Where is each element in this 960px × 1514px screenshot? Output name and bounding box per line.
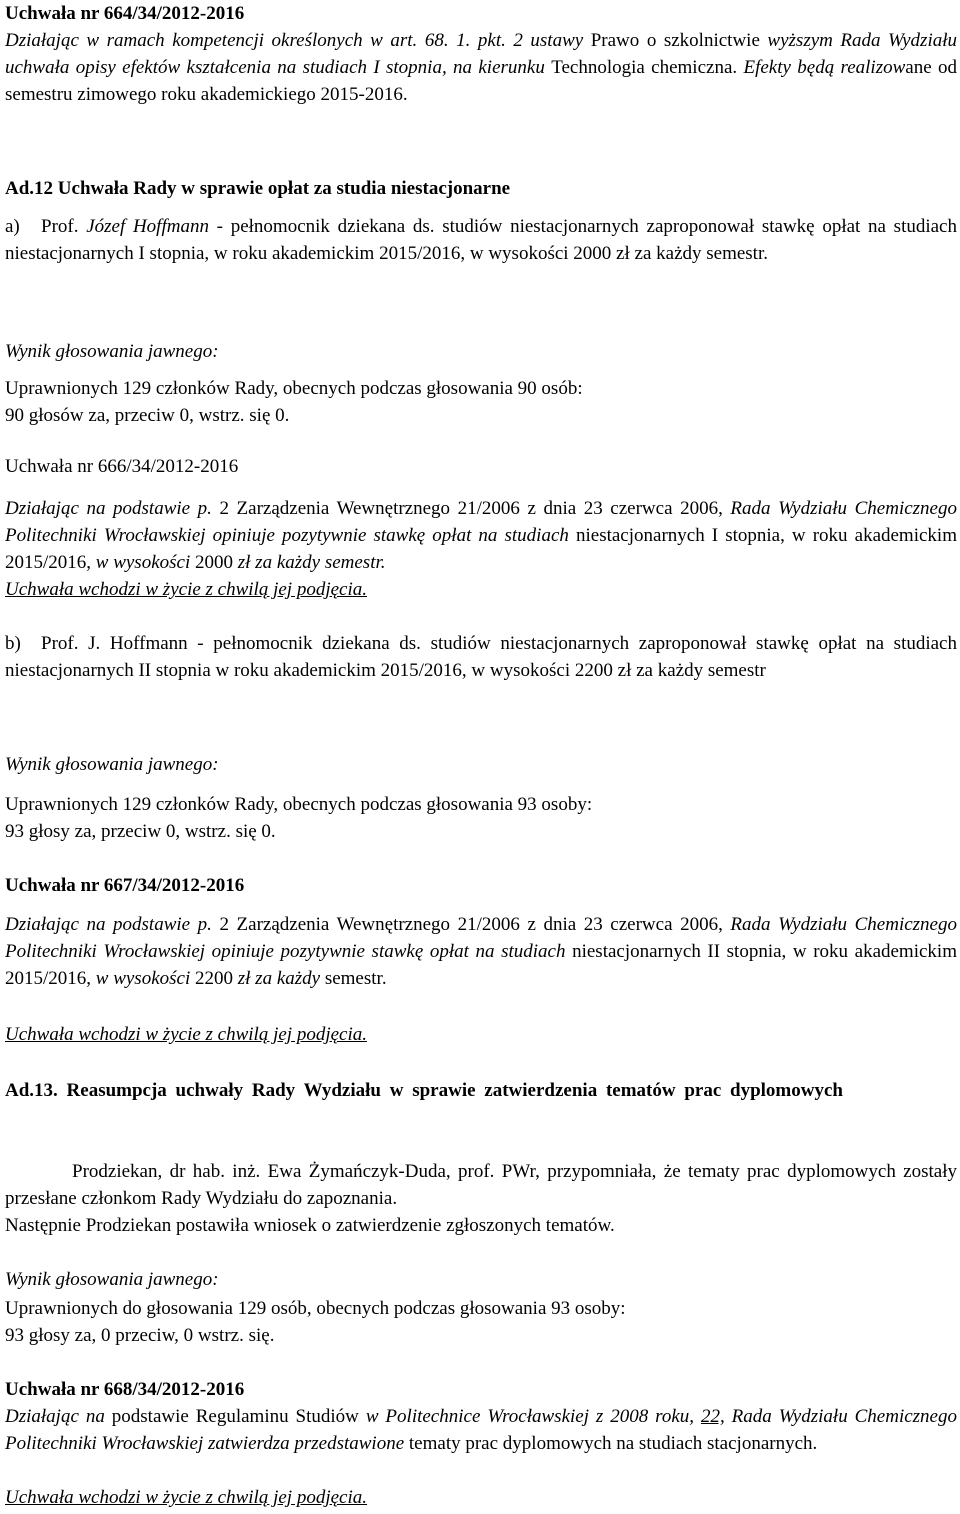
ad12-item-a xyxy=(5,213,957,267)
item-a-name: Józef Hoffmann xyxy=(86,216,209,237)
resolution-664-text-b: Technologia chemiczna. xyxy=(551,57,744,78)
res666-text-a: 2 Zarządzenia Wewnętrznego 21/2006 z dnia 23 czerwca 2006, xyxy=(219,498,731,519)
vote3-line2: 93 głosy za, 0 przeciw, 0 wstrz. się. xyxy=(5,1325,275,1346)
ad13-heading: Ad.13. Reasumpcja uchwały Rady Wydziału w sprawie zatwierdzenia tematów prac dyplomowych xyxy=(5,1080,843,1101)
item-a-text-part2: - pełnomocnik dziekana ds. studiów niestacjonarnych zaproponował stawkę opłat na studiach niestacjonarnych I stopnia, w roku akademickim 2015/2016, w wysokości 2000 zł za każdy semestr. xyxy=(5,216,957,264)
item-a-label: a) xyxy=(5,216,20,237)
res667-italic-d: zł za każdy xyxy=(233,968,325,989)
res667-text-a: 2 Zarządzenia Wewnętrznego 21/2006 z dnia 23 czerwca 2006, xyxy=(219,914,731,935)
res668-italic-b: w Politechnice Wrocławskiej z 2008 roku, xyxy=(365,1406,701,1427)
item-a-text-part1: Prof. xyxy=(41,216,87,237)
resolution-664-italic-c: Efekty będą realizow xyxy=(743,57,906,78)
res666-italic-d: zł za każdy semestr. xyxy=(233,552,386,573)
res666-text-b: niestacjonarnych I stopnia, w roku akademickim 2015/2016, xyxy=(5,525,957,573)
res667-italic-b: Rada Wydziału Chemicznego Politechniki Wrocławskiej opiniuje pozytywnie stawkę opłat na studiach xyxy=(5,914,957,962)
resolution-668-text xyxy=(5,1403,957,1457)
ad12-item-b xyxy=(5,630,957,684)
resolution-664-italic-b: wyższym Rada Wydziału uchwała opisy efektów kształcenia na studiach I stopnia, na kierunku xyxy=(5,30,958,78)
resolution-667-text xyxy=(5,911,957,992)
vote2-line1: Uprawnionych 129 członków Rady, obecnych podczas głosowania 93 osoby: xyxy=(5,794,593,815)
ad12-heading: Ad.12 Uchwała Rady w sprawie opłat za studia niestacjonarne xyxy=(5,178,511,199)
res666-italic-b: Rada Wydziału Chemicznego Politechniki Wrocławskiej opiniuje pozytywnie stawkę opłat na studiach xyxy=(5,498,957,546)
vote1-line2: 90 głosów za, przeciw 0, wstrz. się 0. xyxy=(5,405,290,426)
vote3-label: Wynik głosowania jawnego: xyxy=(5,1269,219,1290)
resolution-668-effect: Uchwała wchodzi w życie z chwilą jej podjęcia. xyxy=(5,1487,368,1508)
ad13-para2: Następnie Prodziekan postawiła wniosek o zatwierdzenie zgłoszonych tematów. xyxy=(5,1215,615,1236)
vote2-line2: 93 głosy za, przeciw 0, wstrz. się 0. xyxy=(5,821,276,842)
resolution-664-heading: Uchwała nr 664/34/2012-2016 xyxy=(5,3,245,24)
resolution-664-italic-a: Działając w ramach kompetencji określonych w art. 68. 1. pkt. 2 ustawy xyxy=(5,30,591,51)
res667-italic-a: Działając na podstawie p. xyxy=(5,914,220,935)
item-b-label: b) xyxy=(5,633,21,654)
resolution-666-text xyxy=(5,495,957,576)
vote2-label: Wynik głosowania jawnego: xyxy=(5,754,219,775)
res667-amount: 2200 xyxy=(195,968,233,989)
res666-amount: 2000 xyxy=(195,552,233,573)
res666-italic-c: w wysokości xyxy=(95,552,195,573)
vote1-line1: Uprawnionych 129 członków Rady, obecnych podczas głosowania 90 osób: xyxy=(5,378,583,399)
res668-text-c: tematy prac dyplomowych na studiach stacjonarnych. xyxy=(408,1433,818,1454)
resolution-664-text-a: Prawo o szkolnictwie xyxy=(590,30,768,51)
item-a-text xyxy=(5,213,957,267)
res668-italic-a: Działając na xyxy=(5,1406,112,1427)
vote1-label: Wynik głosowania jawnego: xyxy=(5,341,219,362)
resolution-667-heading: Uchwała nr 667/34/2012-2016 xyxy=(5,875,245,896)
resolution-664-text-c: ane od semestru zimowego roku akademickiego 2015-2016. xyxy=(5,57,957,105)
res667-italic-c: w wysokości xyxy=(95,968,195,989)
item-b-text: Prof. J. Hoffmann - pełnomocnik dziekana ds. studiów niestacjonarnych zaproponował stawkę opłat na studiach niestacjonarnych II stopnia w roku akademickim 2015/2016, w wysokości 2200 zł za każdy semestr xyxy=(5,633,957,681)
resolution-666-effect: Uchwała wchodzi w życie z chwilą jej podjęcia. xyxy=(5,579,368,600)
res668-italic-c: Rada Wydziału Chemicznego Politechniki Wrocławskiej zatwierdza przedstawione xyxy=(5,1406,957,1454)
vote3-line1: Uprawnionych do głosowania 129 osób, obecnych podczas głosowania 93 osoby: xyxy=(5,1298,626,1319)
resolution-664-text xyxy=(5,27,957,108)
res668-text-a: podstawie Regulaminu Studiów xyxy=(111,1406,366,1427)
res667-text-b: niestacjonarnych II stopnia, w roku akademickim 2015/2016, xyxy=(5,941,957,989)
res667-text-d: semestr. xyxy=(324,968,387,989)
resolution-668-heading: Uchwała nr 668/34/2012-2016 xyxy=(5,1379,245,1400)
res668-paragraph-number: 22, xyxy=(701,1406,725,1427)
resolution-667-effect: Uchwała wchodzi w życie z chwilą jej podjęcia. xyxy=(5,1024,368,1045)
res666-italic-a: Działając na podstawie p. xyxy=(5,498,220,519)
ad13-para1: Prodziekan, dr hab. inż. Ewa Żymańczyk-Duda, prof. PWr, przypomniała, że tematy prac dyplomowych zostały przesłane członkom Rady Wydziału do zapoznania. xyxy=(5,1161,957,1209)
resolution-666-heading: Uchwała nr 666/34/2012-2016 xyxy=(5,456,239,477)
